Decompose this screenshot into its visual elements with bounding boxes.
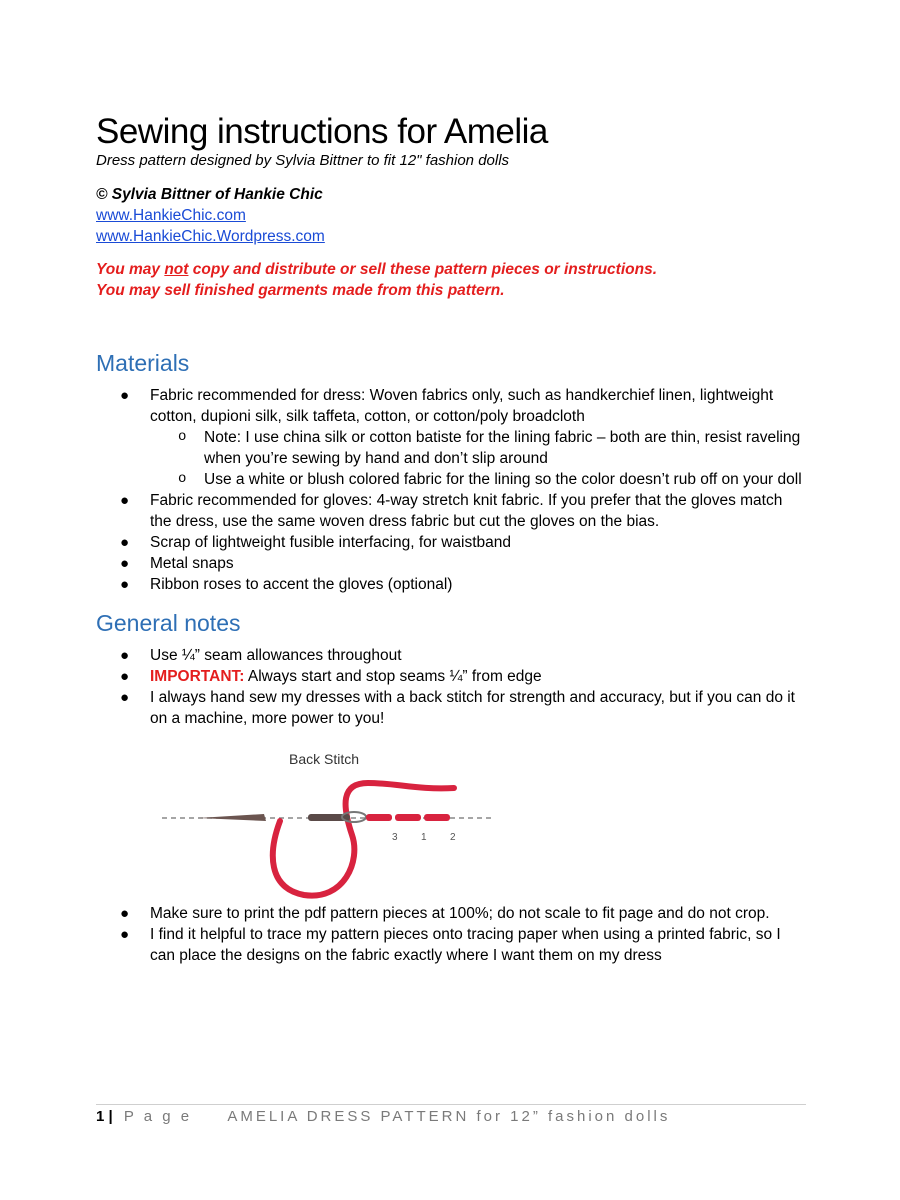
thread-loop	[273, 783, 454, 896]
bullet-icon: ●	[120, 926, 130, 943]
blog-link[interactable]: www.HankieChic.Wordpress.com	[96, 228, 325, 245]
materials-list	[96, 385, 806, 595]
notes-list	[96, 645, 806, 729]
sub-item-text: Use a white or blush colored fabric for the lining so the color doesn’t rub off on your doll	[204, 471, 802, 488]
stitch-segment	[366, 814, 392, 821]
bullet-icon: ●	[120, 555, 130, 572]
materials-heading: Materials	[96, 350, 190, 376]
page-title: Sewing instructions for Amelia	[96, 112, 548, 151]
page-footer	[96, 1104, 806, 1125]
warning-prefix: You may	[96, 261, 165, 278]
copyright: © Sylvia Bittner of Hankie Chic	[96, 186, 323, 203]
warning-line-2: You may sell finished garments made from this pattern.	[96, 282, 505, 299]
item-text: Fabric recommended for dress: Woven fabrics only, such as handkerchief linen, lightweight cotton, dupioni silk, silk taffeta, cotton, or cotton/poly broadcloth	[150, 387, 774, 425]
bullet-icon: ●	[120, 534, 130, 551]
circle-bullet-icon: o	[178, 471, 187, 487]
needle-tip	[198, 814, 266, 821]
footer-document-title: AMELIA DRESS PATTERN for 12” fashion dolls	[227, 1108, 671, 1125]
bullet-icon: ●	[120, 576, 130, 593]
list-item	[96, 903, 806, 924]
important-label: IMPORTANT:	[150, 668, 245, 685]
figure-caption: Back Stitch	[289, 751, 360, 767]
item-text: I always hand sew my dresses with a back stitch for strength and accuracy, but if you can do it on a machine, more power to you!	[150, 689, 795, 727]
stitch-label-1: 1	[421, 832, 427, 843]
list-item	[96, 532, 806, 553]
item-text: I find it helpful to trace my pattern pieces onto tracing paper when using a printed fabric, so I can place the designs on the fabric exactly where I want them on my dress	[150, 926, 781, 964]
list-item	[96, 574, 806, 595]
website-link[interactable]: www.HankieChic.com	[96, 207, 246, 224]
item-text: Fabric recommended for gloves: 4-way stretch knit fabric. If you prefer that the gloves match the dress, use the same woven dress fabric but cut the gloves on the bias.	[150, 492, 783, 530]
stitch-segment	[395, 814, 421, 821]
warning-line-1	[96, 259, 806, 280]
warning-not: not	[164, 261, 189, 278]
item-text: Make sure to print the pdf pattern pieces at 100%; do not scale to fit page and do not crop.	[150, 905, 770, 922]
list-item	[96, 666, 806, 687]
stitch-label-2: 2	[450, 832, 456, 843]
important-text: Always start and stop seams ¼” from edge	[244, 668, 542, 685]
subtitle: Dress pattern designed by Sylvia Bittner to fit 12" fashion dolls	[96, 152, 510, 169]
list-item	[96, 687, 806, 729]
list-item	[96, 645, 806, 666]
back-stitch-figure	[156, 743, 496, 903]
bullet-icon: ●	[120, 387, 130, 404]
document-page	[96, 112, 806, 966]
list-item	[96, 553, 806, 574]
stitch-label-3: 3	[392, 832, 398, 843]
list-item	[96, 385, 806, 490]
bullet-icon: ●	[120, 905, 130, 922]
item-text: Metal snaps	[150, 555, 234, 572]
sub-list-item	[150, 427, 806, 469]
page-label: P a g e	[123, 1108, 193, 1125]
item-text: Use ¼” seam allowances throughout	[150, 647, 402, 664]
item-text: Scrap of lightweight fusible interfacing, for waistband	[150, 534, 512, 551]
bullet-icon: ●	[120, 492, 130, 509]
warning-suffix: copy and distribute or sell these pattern pieces or instructions.	[188, 261, 658, 278]
stitch-segment	[424, 814, 450, 821]
usage-warning	[96, 259, 806, 301]
list-item	[96, 490, 806, 532]
back-stitch-illustration	[156, 743, 496, 903]
general-notes-heading: General notes	[96, 610, 241, 636]
bullet-icon: ●	[120, 668, 130, 685]
bullet-icon: ●	[120, 689, 130, 706]
sub-list-item	[150, 469, 806, 490]
notes-list-continued	[96, 903, 806, 966]
bullet-icon: ●	[120, 647, 130, 664]
materials-sublist	[150, 427, 806, 490]
page-number: 1 |	[96, 1108, 113, 1125]
sub-item-text: Note: I use china silk or cotton batiste for the lining fabric – both are thin, resist raveling when you’re sewing by hand and don’t slip around	[204, 429, 801, 467]
circle-bullet-icon: o	[178, 429, 187, 445]
list-item	[96, 924, 806, 966]
item-text: Ribbon roses to accent the gloves (optional)	[150, 576, 453, 593]
